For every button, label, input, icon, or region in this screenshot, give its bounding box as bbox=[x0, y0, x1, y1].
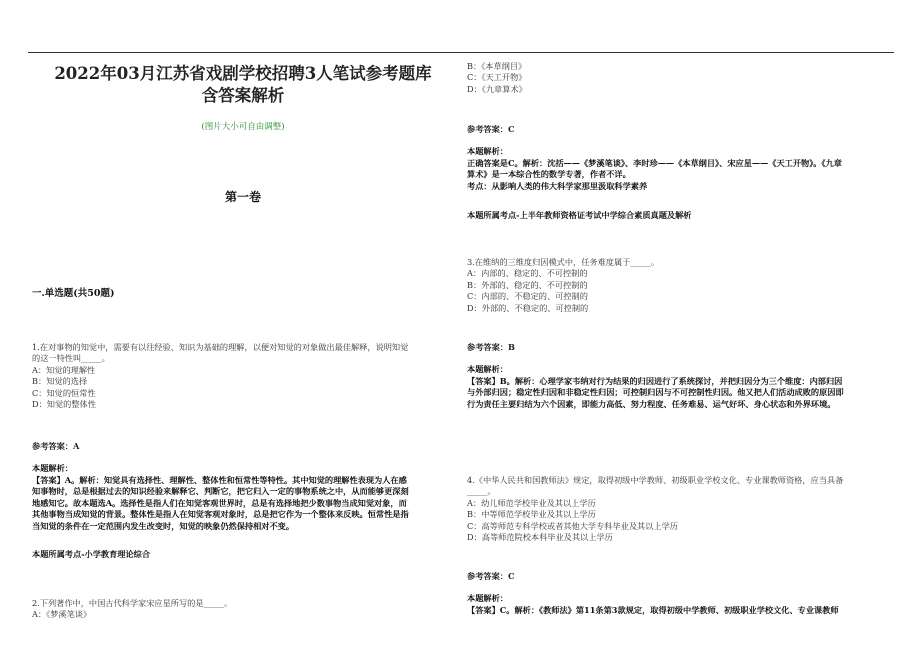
topic-tag-1: 本题所属考点-小学教育理论综合 bbox=[32, 549, 151, 559]
explanation-2: 本题解析： 正确答案是C。解析：沈括——《梦溪笔谈》、李时珍——《本草纲目》、宋应星——《天工开物》。《九章 算术》是一本综合性的数学专著，作者不详。 考点：从影响人类的伟大科学家那里汲取科学素养 bbox=[467, 146, 842, 191]
question-1: 1.在对事物的知觉中，需要有以往经验、知识为基础的理解，以便对知觉的对象做出最佳解释，说明知觉 的这一特性叫_____。 A：知觉的理解性 B：知觉的选择 C：知觉的恒常性 D：知觉的整体性 bbox=[32, 342, 409, 410]
section-heading: 一.单选题(共50题) bbox=[32, 288, 115, 299]
volume-heading: 第一卷 bbox=[224, 190, 261, 204]
answer-1: 参考答案：A bbox=[32, 441, 80, 451]
answer-2: 参考答案：C bbox=[467, 124, 515, 134]
answer-4: 参考答案：C bbox=[467, 571, 515, 581]
page-title: 2022年03月江苏省戏剧学校招聘3人笔试参考题库 含答案解析 bbox=[54, 64, 432, 105]
explanation-3: 本题解析： 【答案】B。解析：心理学家韦纳对行为结果的归因进行了系统探讨，并把归因分为三个维度：内部归因 与外部归因；稳定性归因和非稳定性归因；可控制归因与不可控制性归因。他又把人们活动成败的原因即 行为责任主要归结为六个因素，即能力高低、努力程度、任务难易、运气好坏、身心状态和外界环境。 bbox=[467, 364, 844, 409]
topic-tag-2: 本题所属考点-上半年教师资格证考试中学综合素质真题及解析 bbox=[467, 210, 692, 220]
subnote: (图片大小可自由调整) bbox=[201, 122, 285, 132]
explanation-1: 本题解析： 【答案】A。解析：知觉具有选择性、理解性、整体性和恒常性等特性。其中知觉的理解性表现为人在感 知事物时，总是根据过去的知识经验来解释它、判断它，把它归入一定的事物系统之中，从而能够更深刻 地感知它。故本题选A。选择性是指人们在知觉客观世界时，总是有选择地把少数事物当成知觉对象，而 其他事物当成知觉的背景。整体性是指人在知觉客观对象时，总是把它作为一个整体来反映。恒常性是指 当知觉的条件在一定范围内发生改变时，知觉的映象仍然保持相对不变。 bbox=[32, 463, 409, 531]
answer-3: 参考答案：B bbox=[467, 342, 515, 352]
question-2-continued: B：《本草纲目》 C：《天工开物》 D：《九章算术》 bbox=[467, 61, 527, 94]
question-2: 2.下列著作中，中国古代科学家宋应星所写的是_____。 A：《梦溪笔谈》 bbox=[32, 598, 233, 620]
question-4: 4.《中华人民共和国教师法》规定，取得初级中学教师、初级职业学校文化、专业课教师资格，应当具备 _____。 A：幼儿师范学校毕业及其以上学历 B：中等师范学校毕业及其以上学历 C：高等师范专科学校或者其他大学专科毕业及其以上学历 D：高等师范院校本科毕业及其以上学历 bbox=[467, 475, 844, 543]
explanation-4: 本题解析： 【答案】C。解析：《教师法》第11条第3款规定，取得初级中学教师、初级职业学校文化、专业课教师 bbox=[467, 593, 839, 615]
question-3: 3.在维纳的三维度归因模式中，任务难度属于_____。 A：内部的、稳定的、不可控制的 B：外部的、稳定的、不可控制的 C：内部的、不稳定的、可控制的 D：外部的、不稳定的、可控制的 bbox=[467, 257, 660, 313]
top-rule bbox=[28, 52, 894, 53]
